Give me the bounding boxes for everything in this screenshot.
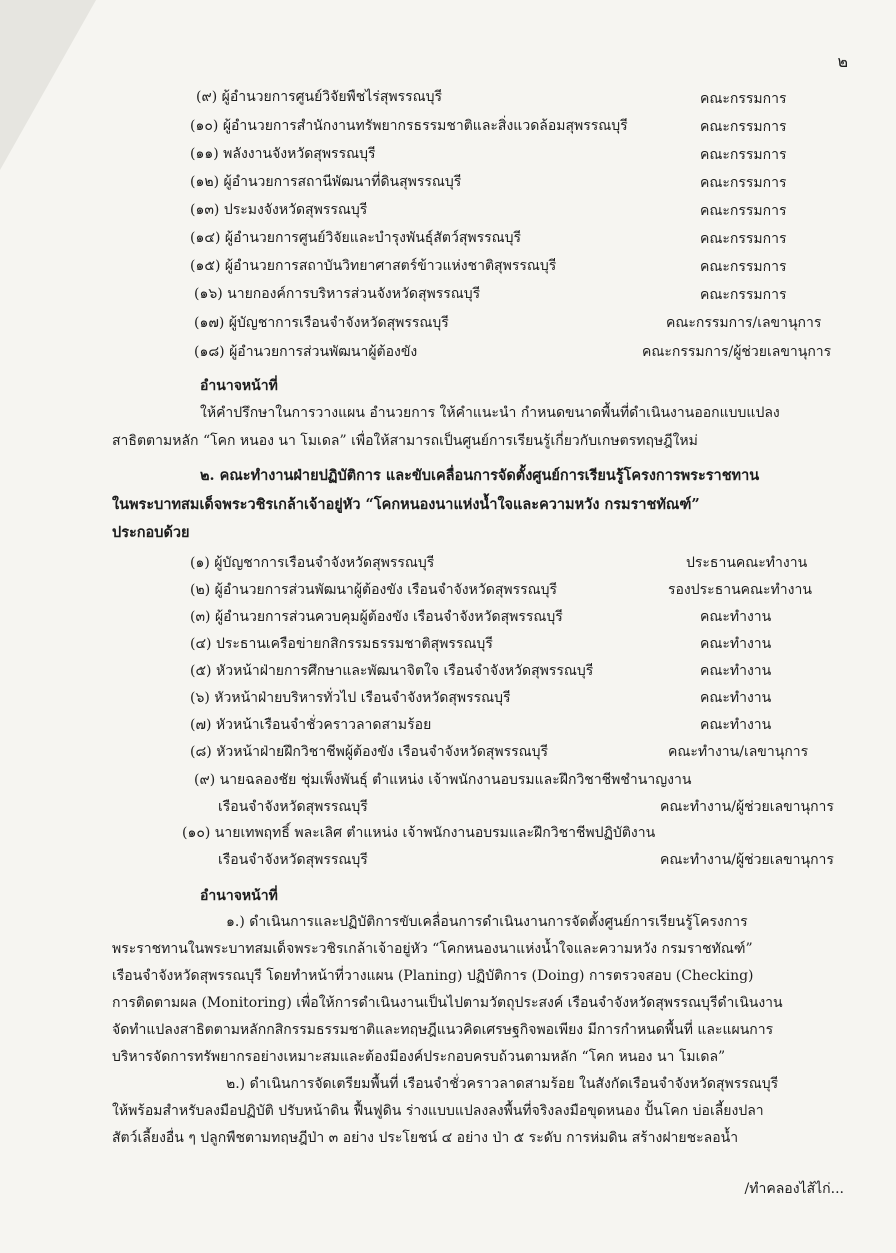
duty-text: การติดตามผล (Monitoring) เพื่อให้การดำเนินงานเป็นไปตามวัตถุประสงค์ เรือนจำจังหวัดสุพรรณบุรีดำเนินงาน bbox=[112, 995, 783, 1011]
member-role: คณะทำงาน bbox=[700, 609, 772, 625]
member-row: (๗) หัวหน้าเรือนจำชั่วคราวลาดสามร้อย bbox=[190, 717, 432, 733]
page-number: ๒ bbox=[837, 52, 848, 71]
duty-text: ๒.) ดำเนินการจัดเตรียมพื้นที่ เรือนจำชั่วคราวลาดสามร้อย ในสังกัดเรือนจำจังหวัดสุพรรณบุรี bbox=[226, 1076, 779, 1092]
member-row: (๕) หัวหน้าฝ่ายการศึกษาและพัฒนาจิตใจ เรือนจำจังหวัดสุพรรณบุรี bbox=[190, 663, 594, 679]
member-role: คณะกรรมการ bbox=[700, 119, 787, 135]
member-row: (๒) ผู้อำนวยการส่วนพัฒนาผู้ต้องขัง เรือนจำจังหวัดสุพรรณบุรี bbox=[190, 582, 558, 598]
member-role: คณะกรรมการ bbox=[700, 231, 787, 247]
member-role: คณะทำงาน bbox=[700, 690, 772, 706]
member-row: (๑๗) ผู้บัญชาการเรือนจำจังหวัดสุพรรณบุรี bbox=[194, 315, 449, 331]
member-row: (๘) หัวหน้าฝ่ายฝึกวิชาชีพผู้ต้องขัง เรือนจำจังหวัดสุพรรณบุรี bbox=[190, 744, 549, 760]
member-role: คณะทำงาน/ผู้ช่วยเลขานุการ bbox=[660, 799, 834, 815]
member-role: รองประธานคณะทำงาน bbox=[668, 582, 812, 598]
section-heading: ประกอบด้วย bbox=[112, 524, 190, 541]
section-heading: ในพระบาทสมเด็จพระวชิรเกล้าเจ้าอยู่หัว “โคกหนองนาแห่งน้ำใจและความหวัง กรมราชทัณฑ์” bbox=[112, 496, 700, 513]
member-role: คณะกรรมการ bbox=[700, 259, 787, 275]
duty-text: บริหารจัดการทรัพยากรอย่างเหมาะสมและต้องมีองค์ประกอบครบถ้วนตามหลัก “โคก หนอง นา โมเดล” bbox=[112, 1049, 726, 1065]
member-row: (๑๘) ผู้อำนวยการส่วนพัฒนาผู้ต้องขัง bbox=[194, 344, 418, 360]
duty-text: จัดทำแปลงสาธิตตามหลักกสิกรรมธรรมชาติและทฤษฎีแนวคิดเศรษฐกิจพอเพียง มีการกำหนดพื้นที่ และแผนการ bbox=[112, 1022, 774, 1038]
duty-text: สาธิตตามหลัก “โคก หนอง นา โมเดล” เพื่อให้สามารถเป็นศูนย์การเรียนรู้เกี่ยวกับเกษตรทฤษฎีใหม่ bbox=[112, 433, 698, 449]
duty-text: พระราชทานในพระบาทสมเด็จพระวชิรเกล้าเจ้าอยู่หัว “โคกหนองนาแห่งน้ำใจและความหวัง กรมราชทัณฑ์” bbox=[112, 941, 753, 957]
duty-heading: อำนาจหน้าที่ bbox=[200, 378, 278, 394]
member-row: (๙) นายฉลองชัย ชุ่มเพ็งพันธุ์ ตำแหน่ง เจ้าพนักงานอบรมและฝึกวิชาชีพชำนาญงาน bbox=[194, 772, 692, 788]
member-row: (๑๖) นายกองค์การบริหารส่วนจังหวัดสุพรรณบุรี bbox=[194, 286, 481, 302]
member-role: คณะกรรมการ bbox=[700, 175, 787, 191]
duty-text: ให้คำปรึกษาในการวางแผน อำนวยการ ให้คำแนะนำ กำหนดขนาดพื้นที่ดำเนินงานออกแบบแปลง bbox=[200, 405, 780, 421]
member-row: (๑๑) พลังงานจังหวัดสุพรรณบุรี bbox=[190, 146, 376, 162]
member-role: คณะกรรมการ bbox=[700, 147, 787, 163]
member-row: (๑๐) ผู้อำนวยการสำนักงานทรัพยากรธรรมชาติและสิ่งแวดล้อมสุพรรณบุรี bbox=[190, 118, 628, 134]
member-role: คณะทำงาน bbox=[700, 663, 772, 679]
member-role: คณะกรรมการ/เลขานุการ bbox=[666, 315, 822, 331]
member-role: คณะทำงาน/เลขานุการ bbox=[668, 744, 809, 760]
member-role: ประธานคณะทำงาน bbox=[686, 555, 808, 571]
member-role: คณะกรรมการ bbox=[700, 91, 787, 107]
member-role: คณะทำงาน/ผู้ช่วยเลขานุการ bbox=[660, 852, 834, 868]
member-row: (๑๔) ผู้อำนวยการศูนย์วิจัยและบำรุงพันธุ์สัตว์สุพรรณบุรี bbox=[190, 230, 522, 246]
page-fold-corner bbox=[0, 0, 96, 170]
member-row-continued: เรือนจำจังหวัดสุพรรณบุรี bbox=[218, 799, 368, 815]
member-row: (๔) ประธานเครือข่ายกสิกรรมธรรมชาติสุพรรณบุรี bbox=[190, 636, 493, 652]
member-row: (๑๒) ผู้อำนวยการสถานีพัฒนาที่ดินสุพรรณบุรี bbox=[190, 174, 462, 190]
member-role: คณะกรรมการ bbox=[700, 203, 787, 219]
member-row-continued: เรือนจำจังหวัดสุพรรณบุรี bbox=[218, 852, 368, 868]
member-row: (๑๐) นายเทพฤทธิ์ พละเลิศ ตำแหน่ง เจ้าพนักงานอบรมและฝึกวิชาชีพปฏิบัติงาน bbox=[182, 825, 656, 841]
member-row: (๑) ผู้บัญชาการเรือนจำจังหวัดสุพรรณบุรี bbox=[190, 555, 435, 571]
member-row: (๓) ผู้อำนวยการส่วนควบคุมผู้ต้องขัง เรือนจำจังหวัดสุพรรณบุรี bbox=[190, 609, 563, 625]
member-row: (๑๓) ประมงจังหวัดสุพรรณบุรี bbox=[190, 202, 368, 218]
member-role: คณะทำงาน bbox=[700, 717, 772, 733]
member-role: คณะทำงาน bbox=[700, 636, 772, 652]
duty-text: ๑.) ดำเนินการและปฏิบัติการขับเคลื่อนการดำเนินงานการจัดตั้งศูนย์การเรียนรู้โครงการ bbox=[226, 914, 748, 930]
continuation-footer: /ทำคลองไส้ไก่... bbox=[744, 1181, 844, 1197]
member-row: (๑๕) ผู้อำนวยการสถาบันวิทยาศาสตร์ข้าวแห่งชาติสุพรรณบุรี bbox=[190, 258, 557, 274]
duty-heading: อำนาจหน้าที่ bbox=[200, 888, 278, 904]
member-row: (๙) ผู้อำนวยการศูนย์วิจัยพืชไร่สุพรรณบุรี bbox=[196, 89, 443, 105]
member-role: คณะกรรมการ bbox=[700, 287, 787, 303]
duty-text: เรือนจำจังหวัดสุพรรณบุรี โดยทำหน้าที่วางแผน (Planing) ปฏิบัติการ (Doing) การตรวจสอบ (Checking) bbox=[112, 968, 754, 984]
section-heading: ๒. คณะทำงานฝ่ายปฏิบัติการ และขับเคลื่อนการจัดตั้งศูนย์การเรียนรู้โครงการพระราชทาน bbox=[200, 467, 760, 484]
duty-text: ให้พร้อมสำหรับลงมือปฏิบัติ ปรับหน้าดิน ฟื้นฟูดิน ร่างแบบแปลงลงพื้นที่จริงลงมือขุดหนอง ปั้นโคก บ่อเลี้ยงปลา bbox=[112, 1103, 764, 1119]
member-row: (๖) หัวหน้าฝ่ายบริหารทั่วไป เรือนจำจังหวัดสุพรรณบุรี bbox=[190, 690, 511, 706]
duty-text: สัตว์เลี้ยงอื่น ๆ ปลูกพืชตามทฤษฎีป่า ๓ อย่าง ประโยชน์ ๔ อย่าง ป่า ๕ ระดับ การห่มดิน สร้างฝายชะลอน้ำ bbox=[112, 1130, 739, 1146]
member-role: คณะกรรมการ/ผู้ช่วยเลขานุการ bbox=[642, 344, 832, 360]
